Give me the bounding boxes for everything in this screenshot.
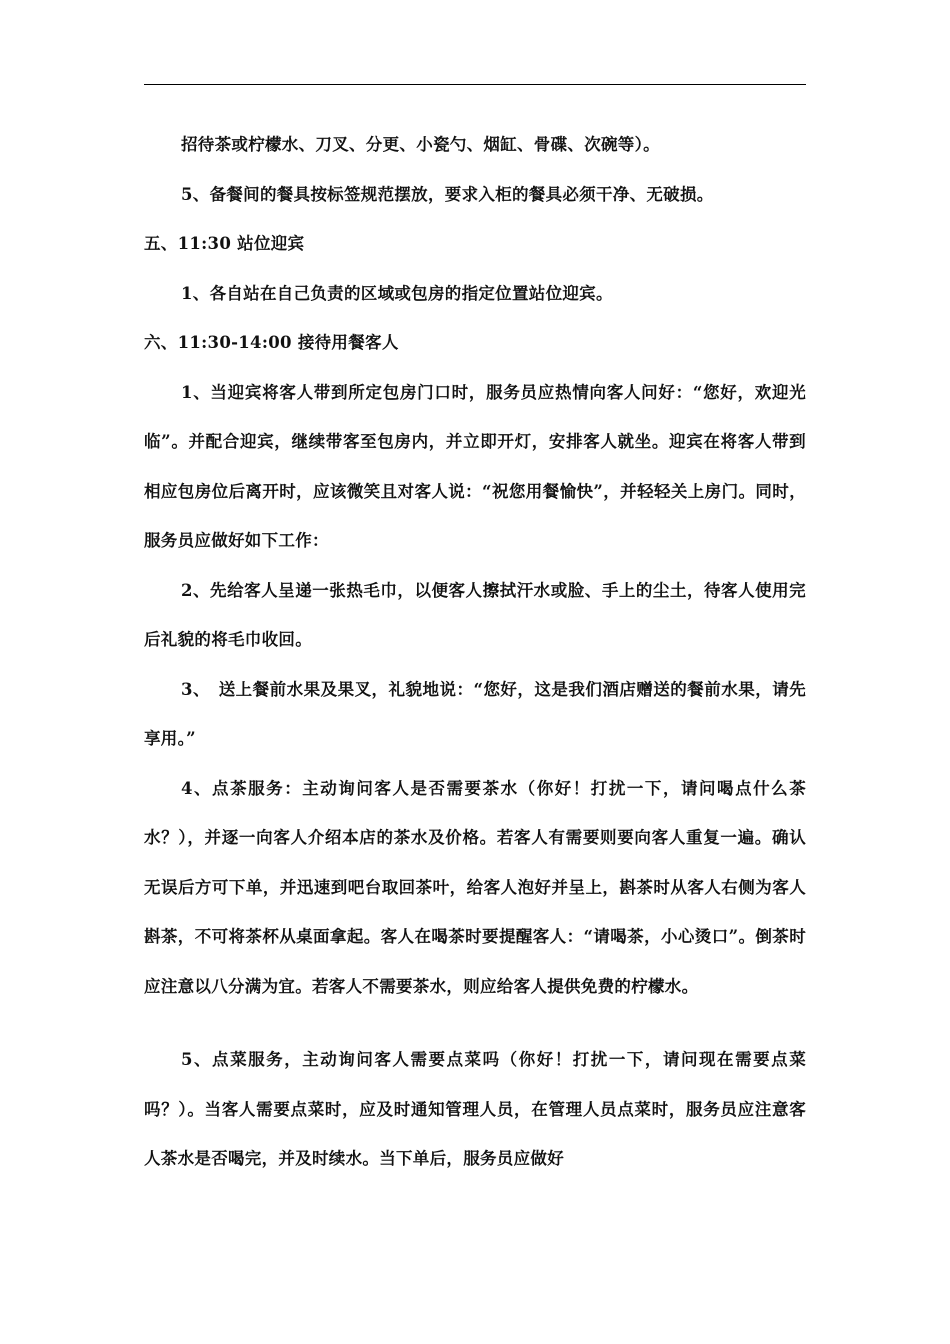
section-heading-5: 五、11:30 站位迎宾 xyxy=(144,234,305,253)
paragraph-item-1-welcome: 1、当迎宾将客人带到所定包房门口时，服务员应热情向客人问好：“您好，欢迎光临”。并配合迎宾，继续带客至包房内，并立即开灯，安排客人就坐。迎宾在将客人带到相应包房位后离开时，应该微笑且对客人说：“祝您用餐愉快”，并轻轻关上房门。同时，服务员应做好如下工作： xyxy=(144,382,806,550)
section-heading-6: 六、11:30-14:00 接待用餐客人 xyxy=(144,333,399,352)
paragraph-item-4-tea-service: 4、点茶服务：主动询问客人是否需要茶水（你好！打扰一下，请问喝点什么茶水？），并逐一向客人介绍本店的茶水及价格。若客人有需要则要向客人重复一遍。确认无误后方可下单，并迅速到吧台取回茶叶，给客人泡好并呈上，斟茶时从客人右侧为客人斟茶，不可将茶杯从桌面拿起。客人在喝茶时要提醒客人：“请喝茶，小心烫口”。倒茶时应注意以八分满为宜。若客人不需要茶水，则应给客人提供免费的柠檬水。 xyxy=(144,778,806,996)
paragraph-item-3-fruit: 3、 送上餐前水果及果叉，礼貌地说：“您好，这是我们酒店赠送的餐前水果，请先享用。” xyxy=(144,679,806,748)
paragraph-item-5-ordering: 5、点菜服务，主动询问客人需要点菜吗（你好！打扰一下，请问现在需要点菜吗？）。当客人需要点菜时，应及时通知管理人员，在管理人员点菜时，服务员应注意客人茶水是否喝完，并及时续水。当下单后，服务员应做好 xyxy=(144,1050,806,1168)
paragraph-item-5-pantry: 5、备餐间的餐具按标签规范摆放，要求入柜的餐具必须干净、无破损。 xyxy=(181,184,714,204)
document-body xyxy=(144,120,806,1184)
header-rule xyxy=(144,84,806,85)
paragraph-item-2-towel: 2、先给客人呈递一张热毛巾，以便客人擦拭汗水或脸、手上的尘土，待客人使用完后礼貌的将毛巾收回。 xyxy=(144,580,806,649)
paragraph-tableware-list-continued: 招待茶或柠檬水、刀叉、分更、小瓷勺、烟缸、骨碟、次碗等）。 xyxy=(181,135,660,154)
paragraph-item-1-greeting-position: 1、各自站在自己负责的区域或包房的指定位置站位迎宾。 xyxy=(181,283,613,303)
